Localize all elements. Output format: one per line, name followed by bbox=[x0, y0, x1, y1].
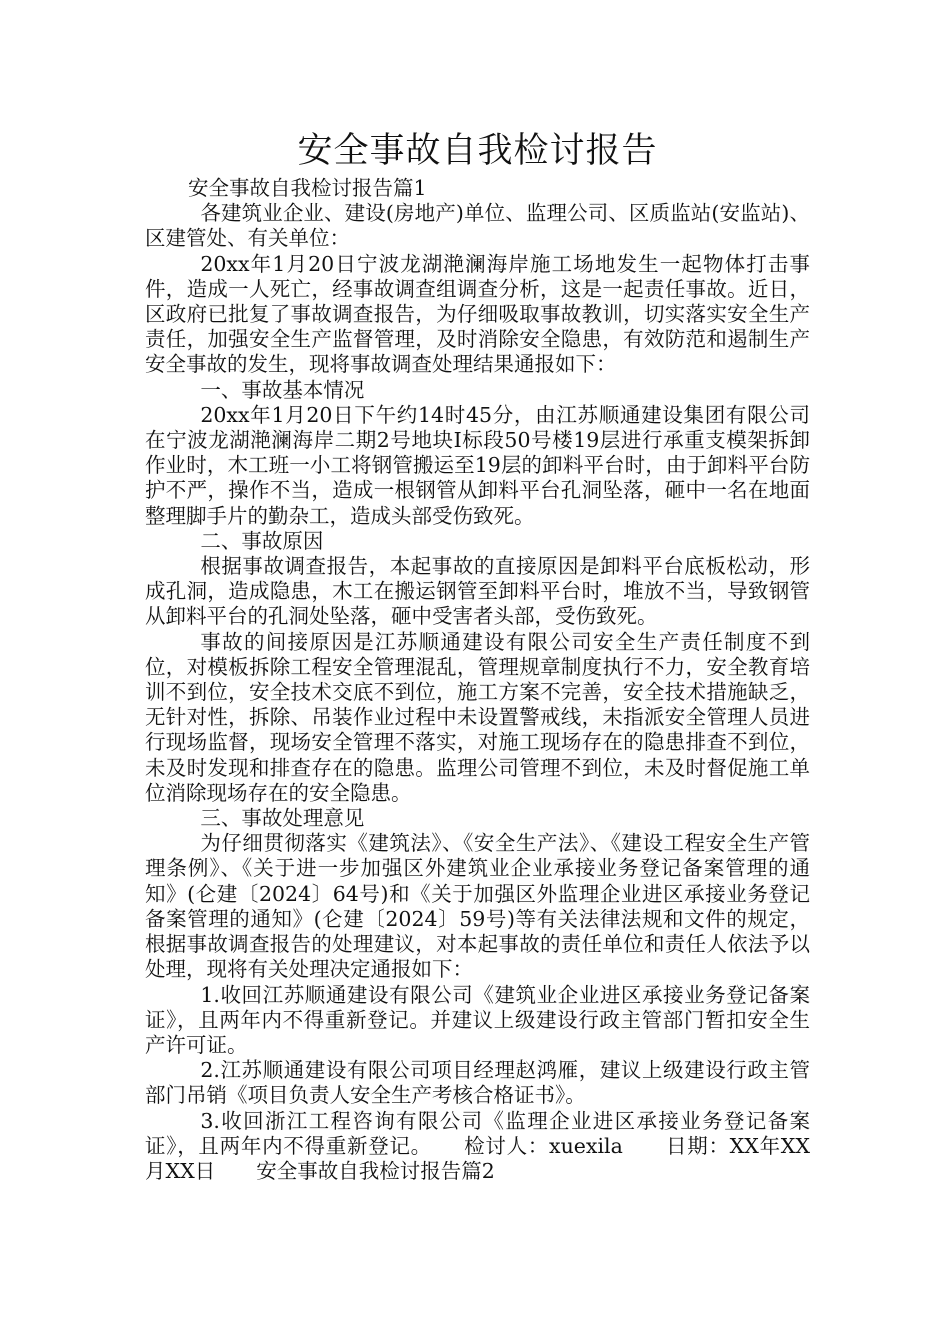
paragraph-basic-situation: 20xx年1月20日下午约14时45分，由江苏顺通建设集团有限公司在宁波龙湖滟澜海岸二期2号地块Ⅰ标段50号楼19层进行承重支模架拆卸作业时，木工班一小工将钢管搬运至19层的卸料平台时，由于卸料平台防护不严，操作不当，造成一根钢管从卸料平台孔洞坠落，砸中一名在地面整理脚手片的勤杂工，造成头部受伤致死。 bbox=[145, 402, 810, 528]
section-heading-basic-situation: 一、事故基本情况 bbox=[200, 377, 365, 402]
paragraph-decision-3: 3.收回浙江工程咨询有限公司《监理企业进区承接业务登记备案证》，且两年内不得重新登记。 检讨人：xuexila 日期：XX年XX月XX日 安全事故自我检讨报告篇2 bbox=[145, 1108, 810, 1183]
paragraph-addressees: 各建筑业企业、建设(房地产)单位、监理公司、区质监站(安监站)、区建管处、有关单位： bbox=[145, 201, 810, 251]
document-page bbox=[145, 126, 810, 1184]
section-heading-causes: 二、事故原因 bbox=[200, 528, 324, 553]
paragraph-intro: 20xx年1月20日宁波龙湖滟澜海岸施工场地发生一起物体打击事件，造成一人死亡，经事故调查组调查分析，这是一起责任事故。近日，区政府已批复了事故调查报告，为仔细吸取事故教训，切实落实安全生产责任，加强安全生产监督管理，及时消除安全隐患，有效防范和遏制生产安全事故的发生，现将事故调查处理结果通报如下： bbox=[145, 251, 810, 377]
document-title: 安全事故自我检讨报告 bbox=[297, 131, 658, 171]
paragraph-indirect-cause: 事故的间接原因是江苏顺通建设有限公司安全生产责任制度不到位，对模板拆除工程安全管理混乱，管理规章制度执行不力，安全教育培训不到位，安全技术交底不到位，施工方案不完善，安全技术措施缺乏，无针对性，拆除、吊装作业过程中未设置警戒线，未指派安全管理人员进行现场监督，现场安全管理不落实，对施工现场存在的隐患排查不到位，未及时发现和排查存在的隐患。监理公司管理不到位，未及时督促施工单位消除现场存在的安全隐患。 bbox=[145, 629, 810, 805]
paragraph-decision-1: 1.收回江苏顺通建设有限公司《建筑业企业进区承接业务登记备案证》，且两年内不得重新登记。并建议上级建设行政主管部门暂扣安全生产许可证。 bbox=[145, 982, 810, 1057]
paragraph-handling-basis: 为仔细贯彻落实《建筑法》、《安全生产法》、《建设工程安全生产管理条例》、《关于进一步加强区外建筑业企业承接业务登记备案管理的通知》(仑建〔2024〕64号)和《关于加强区外监理企业进区承接业务登记备案管理的通知》(仑建〔2024〕59号)等有关法律法规和文件的规定，根据事故调查报告的处理建议，对本起事故的责任单位和责任人依法予以处理，现将有关处理决定通报如下： bbox=[145, 831, 810, 982]
paragraph-decision-2: 2.江苏顺通建设有限公司项目经理赵鸿雁，建议上级建设行政主管部门吊销《项目负责人安全生产考核合格证书》。 bbox=[145, 1058, 810, 1108]
section-heading-handling: 三、事故处理意见 bbox=[200, 806, 365, 831]
document-subtitle: 安全事故自我检讨报告篇1 bbox=[188, 176, 427, 200]
paragraph-direct-cause: 根据事故调查报告，本起事故的直接原因是卸料平台底板松动，形成孔洞，造成隐患，木工在搬运钢管至卸料平台时，堆放不当，导致钢管从卸料平台的孔洞处坠落，砸中受害者头部，受伤致死。 bbox=[145, 554, 810, 629]
